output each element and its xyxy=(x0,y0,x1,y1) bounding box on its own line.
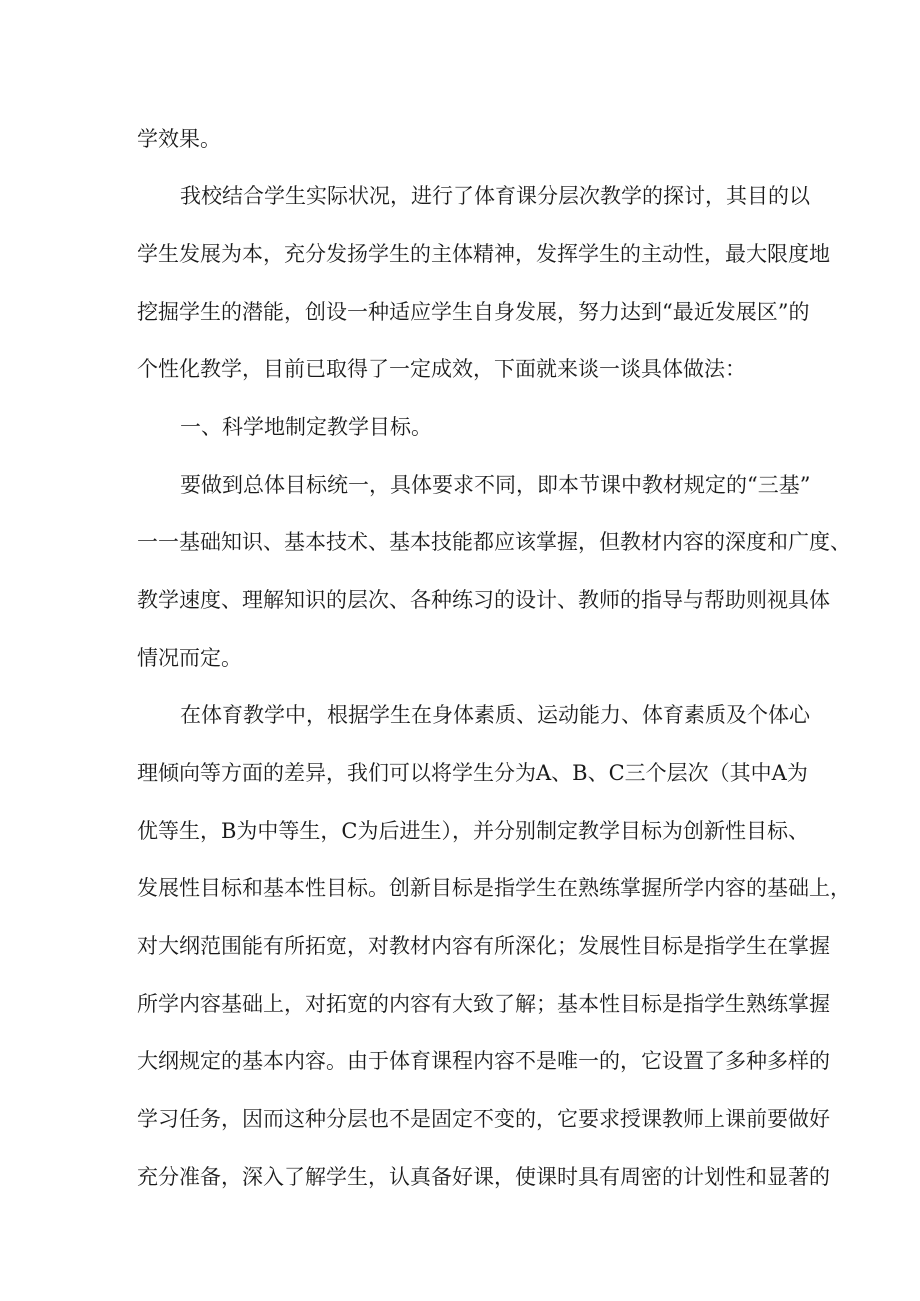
paragraph-first-line: 我校结合学生实际状况，进行了体育课分层次教学的探讨，其目的以 xyxy=(180,184,810,208)
text-line: 充分准备，深入了解学生，认真备好课，使课时具有周密的计划性和显著的 xyxy=(137,1165,830,1189)
text-line: 学生发展为本，充分发扬学生的主体精神，发挥学生的主动性，最大限度地 xyxy=(137,242,830,266)
text-line: 挖掘学生的潜能，创设一种适应学生自身发展，努力达到“最近发展区”的 xyxy=(137,300,810,324)
text-line: 发展性目标和基本性目标。创新目标是指学生在熟练掌握所学内容的基础上， xyxy=(137,876,851,900)
text-line: 理倾向等方面的差异，我们可以将学生分为A、B、C三个层次（其中A为 xyxy=(137,761,808,785)
text-line: 情况而定。 xyxy=(137,646,242,670)
section-heading: 一、科学地制定教学目标。 xyxy=(180,415,432,439)
text-line: 优等生，B为中等生，C为后进生），并分别制定教学目标为创新性目标、 xyxy=(137,819,809,843)
text-line: 大纲规定的基本内容。由于体育课程内容不是唯一的，它设置了多种多样的 xyxy=(137,1049,830,1073)
paragraph-first-line: 要做到总体目标统一，具体要求不同，即本节课中教材规定的“三基” xyxy=(180,473,811,497)
text-line: 个性化教学，目前已取得了一定成效，下面就来谈一谈具体做法： xyxy=(137,357,746,381)
paragraph-first-line: 在体育教学中，根据学生在身体素质、运动能力、体育素质及个体心 xyxy=(180,703,810,727)
text-line: 教学速度、理解知识的层次、各种练习的设计、教师的指导与帮助则视具体 xyxy=(137,588,830,612)
text-line: 学效果。 xyxy=(137,127,221,151)
text-line: 一一基础知识、基本技术、基本技能都应该掌握，但教材内容的深度和广度、 xyxy=(137,530,851,554)
text-line: 学习任务，因而这种分层也不是固定不变的，它要求授课教师上课前要做好 xyxy=(137,1107,830,1131)
text-line: 所学内容基础上，对拓宽的内容有大致了解；基本性目标是指学生熟练掌握 xyxy=(137,992,830,1016)
text-line: 对大纲范围能有所拓宽，对教材内容有所深化；发展性目标是指学生在掌握 xyxy=(137,934,830,958)
